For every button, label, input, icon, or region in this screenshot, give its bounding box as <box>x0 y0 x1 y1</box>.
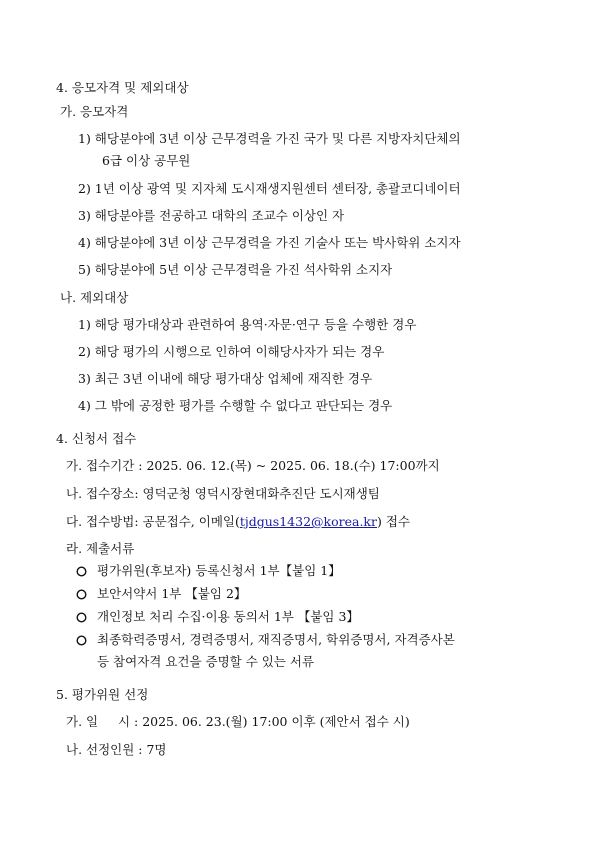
document-item: 보안서약서 1부 【붙임 2】 <box>97 586 247 601</box>
list-item: 4) 그 밖에 공정한 평가를 수행할 수 없다고 판단되는 경우 <box>78 398 393 413</box>
list-item: 2) 1년 이상 광역 및 지자체 도시재생지원센터 센터장, 총괄코디네이터 <box>78 181 461 196</box>
document-item: 최종학력증명서, 경력증명서, 재직증명서, 학위증명서, 자격증사본 <box>97 632 455 647</box>
submission-place: 나. 접수장소: 영덕군청 영덕시장현대화추진단 도시재생팀 <box>66 486 380 501</box>
section-5-heading: 5. 평가위원 선정 <box>56 687 149 702</box>
list-item: 1) 해당 평가대상과 관련하여 용역·자문·연구 등을 수행한 경우 <box>78 317 417 332</box>
email-link[interactable]: tjdgus1432@korea.kr <box>239 514 377 529</box>
document-item: 평가위원(후보자) 등록신청서 1부【붙임 1】 <box>97 563 341 578</box>
circle-bullet-icon <box>76 566 87 577</box>
list-item: 3) 해당분야를 전공하고 대학의 조교수 이상인 자 <box>78 208 345 223</box>
submission-method-suffix: ) 접수 <box>377 514 411 529</box>
list-item: 5) 해당분야에 5년 이상 근무경력을 가진 석사학위 소지자 <box>78 262 393 277</box>
list-item-continuation: 6급 이상 공무원 <box>102 153 191 168</box>
submission-method-prefix: 다. 접수방법: 공문접수, 이메일( <box>66 514 240 529</box>
subsection-na-title: 나. 제외대상 <box>60 290 129 305</box>
submission-method <box>66 513 410 531</box>
list-item: 1) 해당분야에 3년 이상 근무경력을 가진 국가 및 다른 지방자치단체의 <box>78 131 461 146</box>
selection-date: 가. 일 시 : 2025. 06. 23.(월) 17:00 이후 (제안서 접수 시) <box>66 714 410 729</box>
circle-bullet-icon <box>76 612 87 623</box>
circle-bullet-icon <box>76 635 87 646</box>
section-4-heading: 4. 응모자격 및 제외대상 <box>56 80 189 95</box>
list-item: 3) 최근 3년 이내에 해당 평가대상 업체에 재직한 경우 <box>78 371 373 386</box>
list-item: 4) 해당분야에 3년 이상 근무경력을 가진 기술사 또는 박사학위 소지자 <box>78 235 461 250</box>
document-item: 개인정보 처리 수집·이용 동의서 1부 【붙임 3】 <box>97 609 359 624</box>
circle-bullet-icon <box>76 589 87 600</box>
submission-period: 가. 접수기간 : 2025. 06. 12.(목) ~ 2025. 06. 18.(수) 17:00까지 <box>66 458 440 473</box>
required-documents-title: 라. 제출서류 <box>66 541 135 556</box>
list-item: 2) 해당 평가의 시행으로 인하여 이해당사자가 되는 경우 <box>78 344 385 359</box>
subsection-ga-title: 가. 응모자격 <box>60 104 129 119</box>
document-item-continuation: 등 참여자격 요건을 증명할 수 있는 서류 <box>97 654 315 669</box>
section-4-submission-heading: 4. 신청서 접수 <box>56 431 137 446</box>
selection-count: 나. 선정인원 : 7명 <box>66 742 167 757</box>
